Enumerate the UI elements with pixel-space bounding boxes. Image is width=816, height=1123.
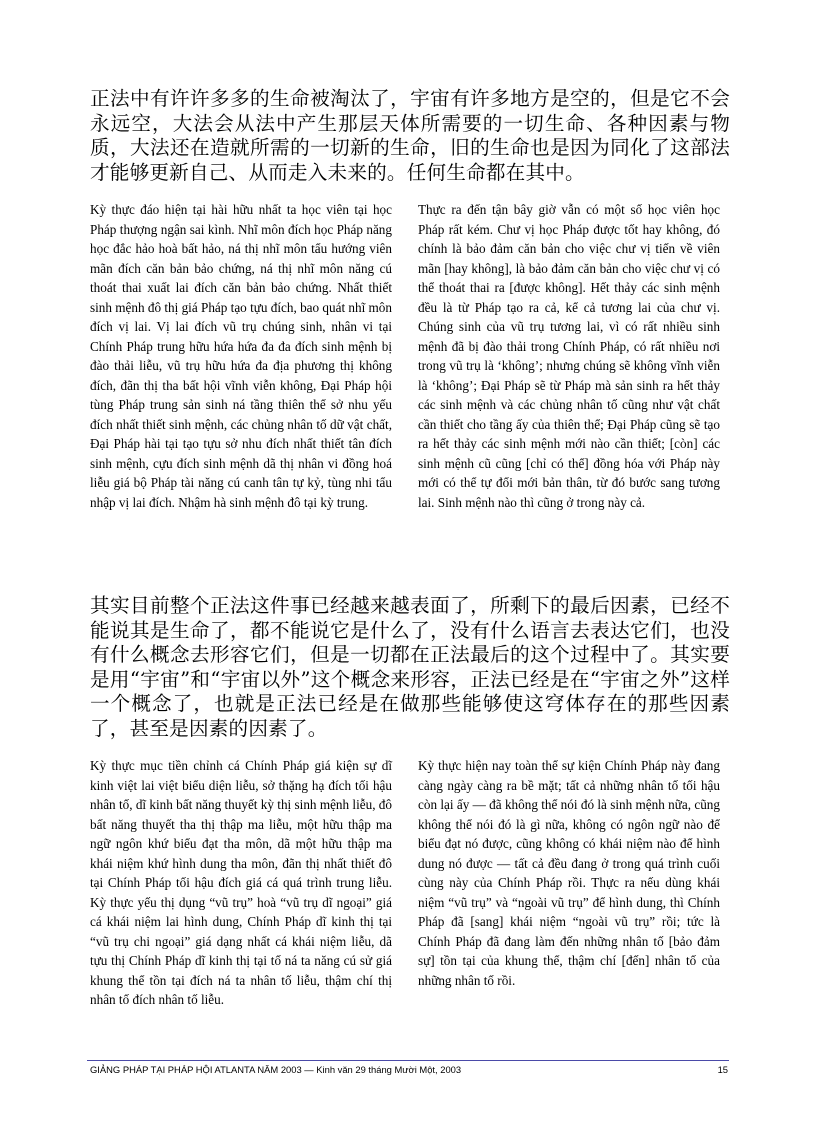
page-number: 15: [717, 1064, 728, 1075]
sino-vietnamese-paragraph-2: Kỳ thực mục tiền chỉnh cá Chính Pháp giá kiện sự dĩ kinh việt lai việt biểu diện liễu, sở thặng hạ đích tối hậu nhân tố, dĩ kinh bất năng thuyết kỳ thị sinh mệnh liễu, đô bất năng thuyết tha thị thập ma liễu, một hữu thập ma ngữ ngôn khứ biểu đạt tha môn, dã một hữu thập ma khái niệm khứ hình dung tha môn, đãn thị nhất thiết đô tại Chính Pháp tối hậu đích giá cá quá trình trung liễu. Kỳ thực yếu thị dụng “vũ trụ” hoà “vũ trụ dĩ ngoại” giá cá khái niệm lai hình dung, Chính Pháp dĩ kinh thị tại “vũ trụ chi ngoại” giá dạng nhất cá khái niệm liễu, dã tựu thị Chính Pháp dĩ kinh thị tại tố ná ta năng cú sử giá khung thể tồn tại đích ná ta nhân tố liễu, thậm chí thị nhân tố đích nhân tố liễu.: [90, 758, 392, 1007]
chinese-paragraph-1: 正法中有许许多多的生命被淘汰了，宇宙有许多地方是空的，但是它不会永远空，大法会从法中产生那层天体所需要的一切生命、各种因素与物质，大法还在造就所需的一切新的生命，旧的生命也是因为同化了这部法才能够更新自己、从而走入未来的。任何生命都在其中。: [90, 87, 730, 184]
sino-vietnamese-paragraph-1: Kỳ thực đáo hiện tại hài hữu nhất ta học viên tại học Pháp thượng ngận sai kình. Nhĩ môn đích học Pháp năng học đắc hảo hoà bất hảo, ná thị nhĩ môn tẩu hướng viên mãn đích căn bản bảo chứng, ná thị nhĩ môn năng cú thoát thai xuất lai đích căn bản bảo chứng. Nhất thiết sinh mệnh đô thị giá Pháp tạo tựu đích, bao quát nhĩ môn đích vị lai. Vị lai đích vũ trụ chúng sinh, nhân vi tại Chính Pháp trung hữu hứa hứa đa đa đích sinh mệnh bị đào thải liễu, vũ trụ hữu hứa đa địa phương thị không đích, đãn thị tha bất hội vĩnh viễn không, Đại Pháp hội tùng Pháp trung sản sinh ná tầng thiên thể sở nhu yếu đích nhất thiết sinh mệnh, các chủng nhân tố dữ vật chất, Đại Pháp hài tại tạo tựu sở nhu đích nhất thiết tân đích sinh mệnh, cựu đích sinh mệnh dã thị nhân vi đồng hoá liễu giá bộ Pháp tài năng cú canh tân tự kỷ, tùng nhi tẩu nhập vị lai đích. Nhậm hà sinh mệnh đô tại kỳ trung.: [90, 202, 392, 510]
footer-title: GIẢNG PHÁP TẠI PHÁP HỘI ATLANTA NĂM 2003 — Kinh văn 29 tháng Mười Một, 2003: [90, 1064, 462, 1075]
chinese-paragraph-2: 其实目前整个正法这件事已经越来越表面了，所剩下的最后因素，已经不能说其是生命了，都不能说它是什么了，没有什么语言去表达它们，也没有什么概念去形容它们，但是一切都在正法最后的这个过程中了。其实要是用“宇宙”和“宇宙以外”这个概念来形容，正法已经是在“宇宙之外”这样一个概念了，也就是正法已经是在做那些能够使这穹体存在的那些因素了，甚至是因素的因素了。: [90, 594, 730, 740]
vietnamese-translation-paragraph-1: Thực ra đến tận bây giờ vẫn có một số học viên học Pháp rất kém. Chư vị học Pháp được tốt hay không, đó chính là bảo đảm căn bản cho việc chư vị tiến về viên mãn [hay không], là bảo đảm căn bản cho việc chư vị có thể thoát thai ra [được không]. Hết thảy các sinh mệnh đều là từ Pháp tạo ra cả, kể cả tương lai của chư vị. Chúng sinh của vũ trụ tương lai, vì có rất nhiều sinh mệnh đã bị đào thải trong Chính Pháp, có rất nhiều nơi trong vũ trụ là ‘không’; nhưng chúng sẽ không vĩnh viễn là ‘không’; Đại Pháp sẽ từ Pháp mà sản sinh ra hết thảy các sinh mệnh và các chủng nhân tố cũng như vật chất cần thiết cho tầng ấy của thiên thể; Đại Pháp cũng sẽ tạo ra hết thảy các sinh mệnh mới nào cần thiết; [còn] các sinh mệnh cũ cũng [chỉ có thể] đồng hóa với Pháp này mới có thể tự đổi mới bản thân, từ đó bước sang tương lai. Sinh mệnh nào thì cũng ở trong này cả.: [418, 202, 720, 510]
footer-rule: [87, 1060, 729, 1061]
vietnamese-translation-paragraph-2: Kỳ thực hiện nay toàn thể sự kiện Chính Pháp này đang càng ngày càng ra bề mặt; tất cả những nhân tố tối hậu còn lại ấy — đã không thể nói đó là sinh mệnh nữa, cũng không thể nói đó là gì nữa, không có ngôn ngữ nào để biểu đạt nó được, cũng không có khái niệm nào để hình dung nó được — tất cả đều đang ở trong quá trình cuối cùng này của Chính Pháp rồi. Thực ra nếu dùng khái niệm “vũ trụ” và “ngoài vũ trụ” để hình dung, thì Chính Pháp đã [sang] khái niệm “ngoài vũ trụ” rồi; tức là Chính Pháp đã đang làm đến những nhân tố [bảo đảm sự] tồn tại của khung thể, thậm chí [đến] nhân tố của những nhân tố rồi.: [418, 758, 720, 988]
